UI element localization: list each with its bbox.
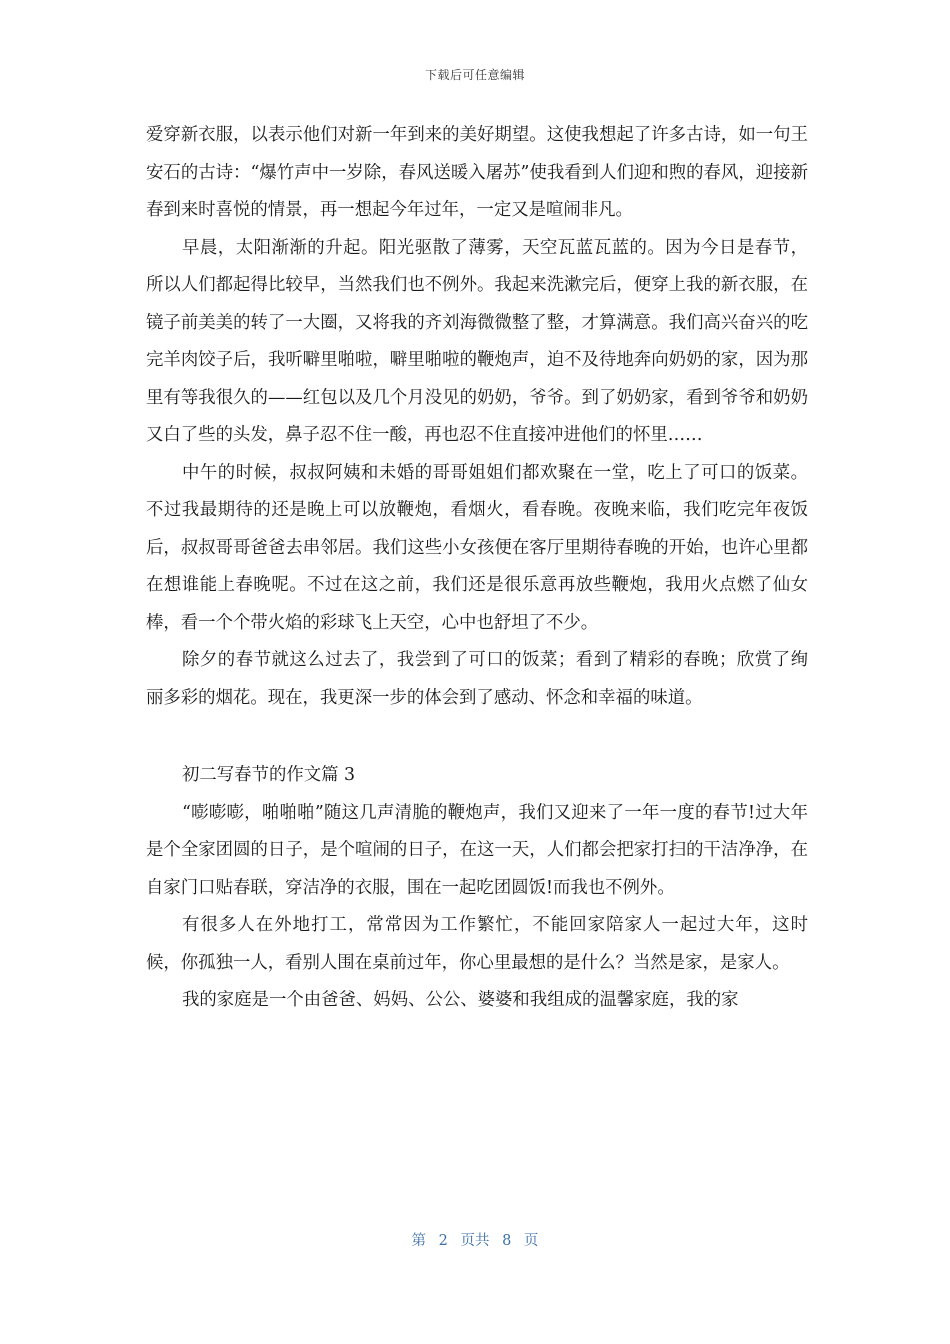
section-title: 初二写春节的作文篇 3	[182, 765, 356, 785]
paragraph-1: 爱穿新衣服，以表示他们对新一年到来的美好期望。这使我想起了许多古诗，如一句王安石的古诗：“爆竹声中一岁除，春风送暖入屠苏”使我看到人们迎和煦的春风，迎接新春到来时喜悦的情景，再一想起今年过年，一定又是喧闹非凡。	[146, 125, 808, 220]
document-body	[146, 117, 808, 1020]
page-header-note: 下载后可任意编辑	[424, 68, 525, 82]
paragraph-7: 我的家庭是一个由爸爸、妈妈、公公、婆婆和我组成的温馨家庭，我的家	[182, 990, 739, 1010]
page-number-footer: 第 2 页共 8 页	[411, 1233, 539, 1249]
paragraph-4: 除夕的春节就这么过去了，我尝到了可口的饭菜；看到了精彩的春晚；欣赏了绚丽多彩的烟花。现在，我更深一步的体会到了感动、怀念和幸福的味道。	[146, 650, 808, 708]
paragraph-3: 中午的时候，叔叔阿姨和未婚的哥哥姐姐们都欢聚在一堂，吃上了可口的饭菜。不过我最期待的还是晚上可以放鞭炮，看烟火，看春晚。夜晚来临，我们吃完年夜饭后，叔叔哥哥爸爸去串邻居。我们这些小女孩便在客厅里期待春晚的开始，也许心里都在想谁能上春晚呢。不过在这之前，我们还是很乐意再放些鞭炮，我用火点燃了仙女棒，看一个个带火焰的彩球飞上天空，心中也舒坦了不少。	[146, 462, 808, 633]
paragraph-5: “嘭嘭嘭，啪啪啪”随这几声清脆的鞭炮声，我们又迎来了一年一度的春节!过大年是个全家团圆的日子，是个喧闹的日子，在这一天，人们都会把家打扫的干洁净净，在自家门口贴春联，穿洁净的衣服，围在一起吃团圆饭!而我也不例外。	[146, 802, 808, 898]
paragraph-6: 有很多人在外地打工，常常因为工作繁忙，不能回家陪家人一起过大年，这时候，你孤独一人，看别人围在桌前过年，你心里最想的是什么？当然是家，是家人。	[146, 915, 808, 973]
paragraph-2: 早晨，太阳渐渐的升起。阳光驱散了薄雾，天空瓦蓝瓦蓝的。因为今日是春节，所以人们都起得比较早，当然我们也不例外。我起来洗漱完后，便穿上我的新衣服，在镜子前美美的转了一大圈，又将我的齐刘海微微整了整，才算满意。我们高兴奋兴的吃完羊肉饺子后，我听噼里啪啦，噼里啪啦的鞭炮声，迫不及待地奔向奶奶的家，因为那里有等我很久的——红包以及几个月没见的奶奶，爷爷。到了奶奶家，看到爷爷和奶奶又白了些的头发，鼻子忍不住一酸，再也忍不住直接冲进他们的怀里……	[146, 237, 808, 445]
